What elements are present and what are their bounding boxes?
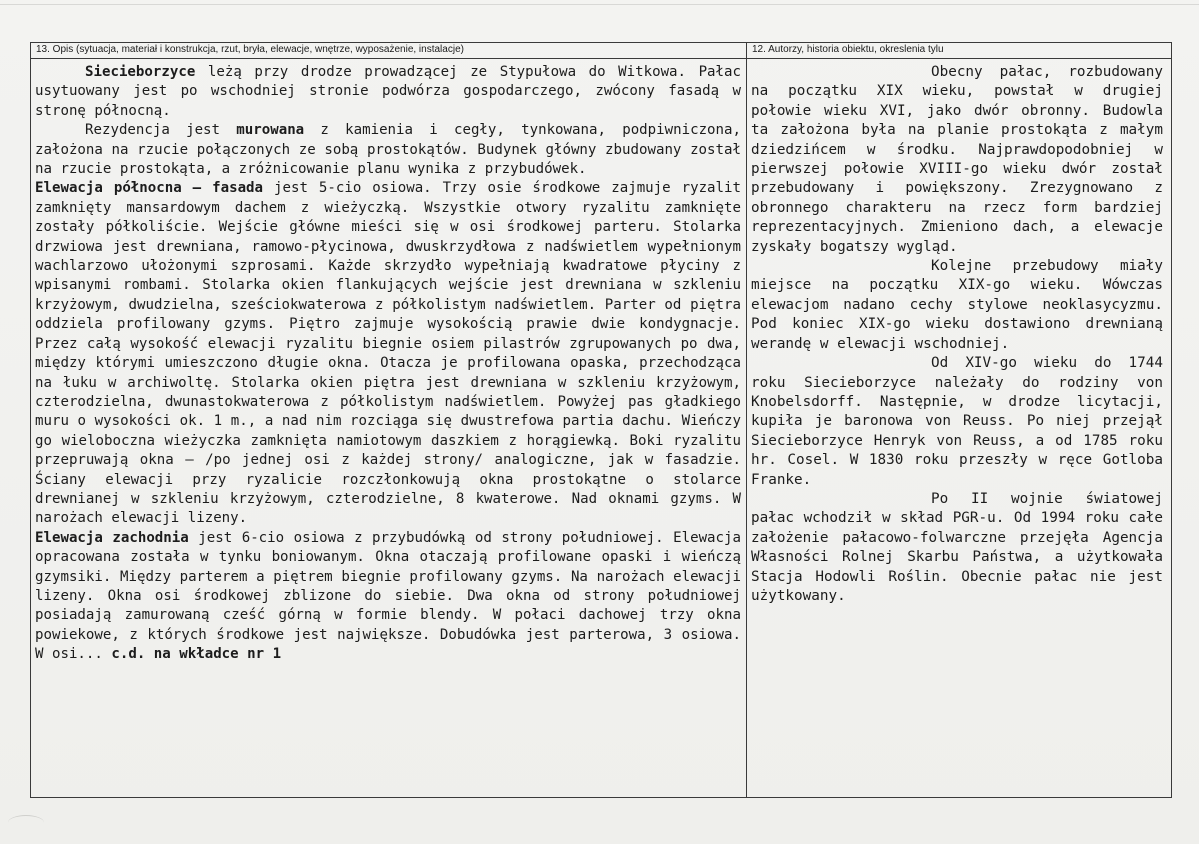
- paragraph-postwar: Po II wojnie światowej pałac wchodził w skład PGR-u. Od 1994 roku całe założenie pałacowo-folwarczne przejęła Agencja Własności Rolnej Skarbu Państwa, a użytkowała Stacja Hodowli Roślin. Obecnie pałac nie jest użytkowany.: [751, 490, 1163, 604]
- paragraph-origins: Obecny pałac, rozbudowany na początku XIX wieku, powstał w drugiej połowie wieku XVI, jako dwór obronny. Budowla ta założona była na planie prostokąta z małym dziedzińcem w środku. Najprawdopodobniej w pierwszej połowie XVIII-go wieku dwór został przebudowany i powiększony. Zrezygnowano z obronnego charakteru na rzecz form bardziej reprezentacyjnych. Zmieniono dach, a elewacje zyskały bogatszy wygląd.: [751, 64, 1163, 255]
- history-body: [747, 59, 1171, 606]
- description-body: [31, 59, 746, 665]
- section-heading: Elewacja północna – fasada: [35, 180, 264, 197]
- paragraph-text: Rezydencja jest: [85, 122, 237, 139]
- paragraph-owners: Od XIV-go wieku do 1744 roku Siecieborzyce należały do rodziny von Knobelsdorff. Następnie, w drodze licytacji, kupiła je baronowa von Reuss. Po niej przejął Siecieborzyce Henryk von Reuss, a od 1785 roku hr. Cosel. W 1830 roku przeszły w ręce Gotloba Franke.: [751, 355, 1163, 488]
- continuation-note: c.d. na wkładce nr 1: [111, 646, 282, 663]
- paragraph-text: z kamienia i cegły, tynkowana, podpiwniczona, założona na rzucie połączonych ze sobą prostokątów. Budynek główny zbudowany został na rzucie prostokąta, a zróżnicowanie planu wynika z przybudówek.: [35, 122, 742, 178]
- section-heading: Elewacja zachodnia: [35, 529, 189, 546]
- description-header: 13. Opis (sytuacja, materiał i konstrukcja, rzut, bryła, elewacje, wnętrze, wyposażenie, instalacje): [31, 43, 746, 59]
- paragraph-rebuilds: Kolejne przebudowy miały miejsce na początku XIX-go wieku. Wówczas elewacjom nadano cechy stylowe neoklasycyzmu. Pod koniec XIX-go wieku dostawiono drewnianą werandę w elewacji wschodniej.: [751, 258, 1163, 352]
- paragraph-text: jest 6-cio osiowa z przybudówką od strony południowej. Elewacja opracowana została w tynku boniowanym. Okna otaczają profilowane opaski i wieńczą gzymsiki. Między parterem a piętrem biegnie profilowany gzyms. Na narożach elewacji lizeny. Okna osi środkowej zblizone do siebie. Dwa okna od strony południowej posiadają zamurowaną cześć górną w formie blendy. W połaci dachowej trzy okna powiekowe, z których środkowe jest największe. Dobudówka jest parterowa, 3 osiowa. W osi...: [35, 529, 741, 663]
- scan-artifact: [8, 815, 44, 830]
- history-header: 12. Autorzy, historia obiektu, okreslenia tylu: [747, 43, 1171, 59]
- paragraph-west-elevation: [35, 529, 741, 665]
- paragraph-construction: [35, 121, 741, 179]
- bold-term: murowana: [236, 122, 305, 139]
- description-column: [31, 43, 747, 797]
- village-name: Siecieborzyce: [85, 64, 196, 80]
- scan-edge: [0, 4, 1199, 5]
- history-column: [747, 43, 1171, 797]
- paragraph-location: [35, 63, 741, 121]
- form-frame: [30, 42, 1172, 798]
- paragraph-text: jest 5-cio osiowa. Trzy osie środkowe zajmuje ryzalit zamknięty mansardowym dachem z wieżyczką. Wszystkie otwory ryzalitu zamknięte zostały półkoliście. Wejście główne mieści się w osi środkowej parteru. Stolarka drzwiowa jest drewniana, ramowo-płycinowa, dwuskrzydłowa z nadświetlem wypełnionym wachlarzowo ułożonymi szprosami. Każde skrzydło wypełniają kwadratowe płyciny z wpisanymi rombami. Stolarka okien flankujących wejście jest drewniana w szkleniu krzyżowym, dwudzielna, sześciokwaterowa z półkolistym nadświetlem. Parter od piętra oddziela profilowany gzyms. Piętro zajmuje wysokością prawie dwie kondygnacje. Przez całą wysokość elewacji ryzalitu biegnie osiem pilastrów zgrupowanych po dwa, między którymi umieszczono długie okna. Otacza je profilowana opaska, przechodząca na łuku w archiwoltę. Stolarka okien piętra jest drewniana w szkleniu krzyżowym, czterodzielna, dwunastokwaterowa z półkolistym nadświetlem. Powyżej pas gładkiego muru o wysokości ok. 1 m., a nad nim rozciąga się dwustrefowa partia dachu. Wieńczy go wieloboczna wieżyczka zamknięta namiotowym daszkiem z horągiewką. Boki ryzalitu przepruwają okna – /po jednej osi z każdej strony/ analogiczne, jak w fasadzie. Ściany elewacji przy ryzalicie rozczłonkowują okna prostokątne o stolarce drewnianej w szkleniu krzyżowym, czterodzielne, 8 kwaterowe. Nad oknami gzyms. W narożach elewacji lizeny.: [35, 180, 741, 527]
- paragraph-north-elevation: [35, 179, 741, 528]
- paragraph-text: leżą przy drodze prowadzącej ze Stypułowa do Witkowa. Pałac usytuowany jest po wschodniej stronie podwórza gospodarczego, zwócony fasadą w stronę północną.: [35, 64, 741, 119]
